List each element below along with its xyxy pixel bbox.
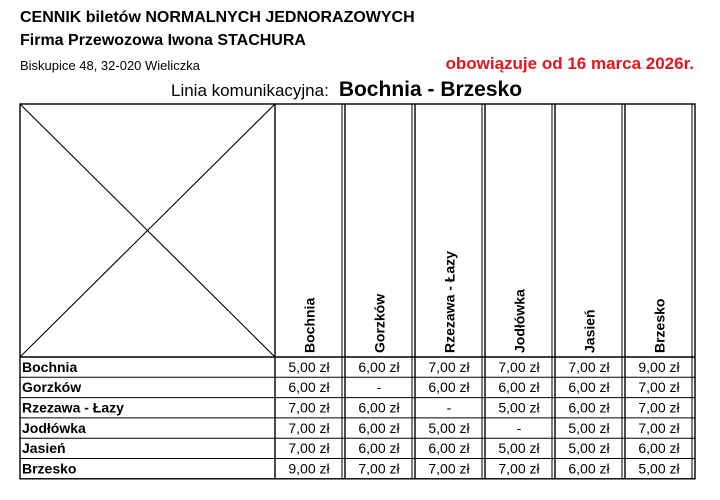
price-cell: 7,00 zł — [288, 399, 330, 416]
price-cell: 5,00 zł — [638, 460, 680, 477]
price-cell: 7,00 zł — [358, 460, 400, 477]
row-stop-label: Bochnia — [22, 358, 78, 375]
company-name: Firma Przewozowa Iwona STACHURA — [20, 32, 306, 49]
column-header: Rzezawa - Łazy — [441, 251, 458, 353]
price-cell: 7,00 zł — [428, 358, 470, 375]
column-header: Gorzków — [371, 293, 388, 353]
price-cell: 7,00 zł — [288, 419, 330, 436]
price-cell: 6,00 zł — [358, 419, 400, 436]
price-cell: 5,00 zł — [288, 358, 330, 375]
row-stop-label: Gorzków — [22, 379, 82, 396]
price-cell: 6,00 zł — [288, 379, 330, 396]
row-stop-label: Brzesko — [22, 460, 77, 477]
price-cell: 9,00 zł — [638, 358, 680, 375]
column-header: Jodłówka — [511, 289, 528, 353]
company-address: Biskupice 48, 32-020 Wieliczka — [20, 58, 200, 73]
price-cell: 6,00 zł — [568, 399, 610, 416]
price-cell: 6,00 zł — [358, 399, 400, 416]
price-cell: 7,00 zł — [568, 358, 610, 375]
price-cell: - — [376, 379, 382, 396]
price-cell: 5,00 zł — [428, 419, 470, 436]
column-header: Brzesko — [651, 298, 668, 353]
price-cell: 6,00 zł — [358, 358, 400, 375]
valid-from-notice: obowiązuje od 16 marca 2026r. — [445, 54, 694, 73]
price-cell: 7,00 zł — [428, 460, 470, 477]
document-title: CENNIK biletów NORMALNYCH JEDNORAZOWYCH — [20, 9, 415, 26]
price-cell: 6,00 zł — [568, 460, 610, 477]
price-cell: 5,00 zł — [568, 419, 610, 436]
price-cell: 6,00 zł — [568, 379, 610, 396]
price-cell: 6,00 zł — [498, 379, 540, 396]
row-stop-label: Jasień — [22, 440, 66, 457]
price-cell: 6,00 zł — [358, 440, 400, 457]
column-header: Bochnia — [301, 297, 318, 353]
price-cell: 6,00 zł — [638, 440, 680, 457]
price-cell: - — [446, 399, 452, 416]
price-cell: 6,00 zł — [428, 379, 470, 396]
line-label: Linia komunikacyjna: — [171, 81, 329, 100]
price-cell: - — [516, 419, 522, 436]
price-cell: 9,00 zł — [288, 460, 330, 477]
price-cell: 7,00 zł — [498, 358, 540, 375]
line-name: Bochnia - Brzesko — [338, 78, 523, 101]
price-cell: 7,00 zł — [498, 460, 540, 477]
price-cell: 5,00 zł — [568, 440, 610, 457]
price-cell: 7,00 zł — [638, 419, 680, 436]
price-cell: 6,00 zł — [428, 440, 470, 457]
price-cell: 7,00 zł — [638, 399, 680, 416]
price-cell: 7,00 zł — [638, 379, 680, 396]
price-cell: 5,00 zł — [498, 399, 540, 416]
row-stop-label: Jodłówka — [22, 419, 86, 436]
column-header: Jasień — [581, 309, 598, 353]
price-cell: 7,00 zł — [288, 440, 330, 457]
row-stop-label: Rzezawa - Łazy — [22, 399, 124, 416]
price-cell: 5,00 zł — [498, 440, 540, 457]
